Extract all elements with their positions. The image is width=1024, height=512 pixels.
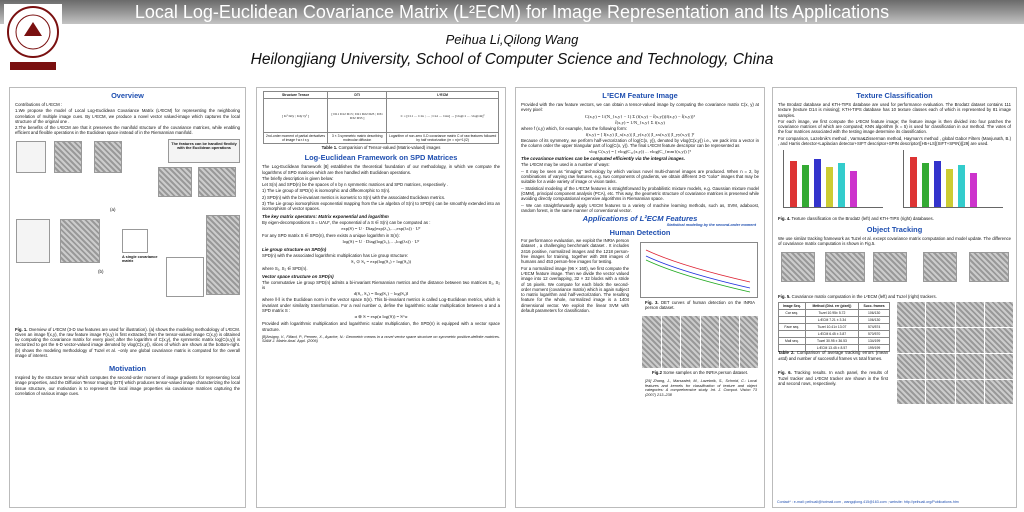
vec-p: The commutative Lie group SPD(n) admits a bi-invariant Riemannian metrics and the distance between two matrices S₁, S₂ is [262,279,500,291]
fig1-label: Fig. 1. [15,326,28,332]
texture-heading: Texture Classification [856,91,933,100]
contact-line: Contact* : e-mail: peihuali@hotmail.com , wangqilong.415@163.com ; website: http://peihuali.org/Publications.htm [777,500,959,504]
overview-text [10,102,245,136]
tex-p1: The Brodatz database and KTH-TIPS database are used for performance evaluation. The Brodatz dataset contains 111 texture (texture D14 is missing); KTH-TIPS database has 10 texture classes each of which is represented by 81 image samples. [778,102,1011,118]
fig6-text: Tracking results. In each panel, the results of Tuzel tracker and L²ECM tracker are shown in the first and second rows, respectively. [778,370,888,386]
human-detection-block [516,238,764,398]
feature-heading: L²ECM Feature Image [602,91,678,100]
feature-image-b [60,219,100,263]
eq-dist: d(S₁, S₂) = ‖log(S₁) − log(S₂)‖ [353,291,409,297]
input-image [16,141,46,173]
comparison-table: Structure Tensor DTI L²ECM [ Ix² IxIy ; IxIy Iy² ] [ D11 D12 D13 ; D21 D22 D23 ; D31 D32 D33 ] C = [C11 … C1n ; … ; Cn1 … Cnn] → [vlogC1 … vlogCm]ᵀ 2nd-order moment of partial derivatives of image f w.r.t x,y 3 × 3 symmetric matrix describing molecular diffusion Logarithm of non-zero 0-D covariance matrix C of raw features followed by half vectorization (m = n(n+1)/2) [263,91,499,144]
fig5-label: Fig. 5. [778,294,791,300]
tracking-heading: Object Tracking [866,224,923,234]
motivation-heading: Motivation [109,364,146,373]
fig4-label: Fig. 4. [778,216,791,222]
t2-h2: Method (Dist. err (pixel)) [805,303,859,310]
tbl-head-1: Structure Tensor [264,92,328,99]
input-image-b [16,219,50,263]
tbl1-text: Comparision of Tensor-valued (Matrix-valued) images [338,145,441,150]
feat-p1: Provided with the raw feature vectors, we can obtain a tensor-valued image by computing the covariance matrix C(x, y) at every pixel: [521,102,759,113]
applications-note: Statistical modeling by the second-order moment [666,223,756,228]
fw-p4: 1) The Lie group of SPD(n) is isomorphic and diffeomorphic to S(n). [262,188,391,194]
tbl-head-3: L²ECM [387,92,499,99]
table-row: Car seq. Tuzel 10.95± 5.72 106/130 [779,310,890,317]
fig4-text: Texture classification on the Brodatz (left) and KTH-TIPS (right) databases. [791,216,934,222]
feature-column [515,87,765,508]
lie-heading: Lie group structure on SPD(n) [262,247,327,253]
fig-3-caption [640,300,760,310]
figure-1-caption [10,327,245,358]
fig-b-label: (b) [98,268,104,274]
motivation-text: Inspired by the structure tensor which computes the second-order moment of image gradients for representing local image properties, and the Diffusion Tensor Imaging (DTI) which produces tensor-valued image characterizing the local tissue structure, our motivation is to represent the local image properties via covariance matrices capturing the correlation of various image cues. [15,375,240,396]
ops-p1: By eigen-decompositions S = UΛUᵀ, the exponential of a S ∈ S(n) can be computed as : [262,219,431,225]
table-row: L²ECM 6.45 ± 3.87 570/570 [779,331,890,338]
vec-p3: Provided with logarithmic multiplication and logarithmic scalar multiplication, the SPD(n) is equipped with a vector space structure. [262,321,500,332]
kth-tips-chart [903,150,1003,208]
fig3-text: DET curves of human detection on the INRIA person dataset. [645,300,755,311]
fig-5-caption [773,294,1016,299]
feat-p7: -- We can straightforwardly apply L²ECM features to a variety of machine learning methods, such as, SVM, adaboost, random forest, in the same manner of conventional vector. [521,202,759,213]
contribution-2: 2.The benefits of the L²ECM are that it preserves the manifold structure of the covariance matrices, while enabling efficient and flexible operations in the Euclidean space instead of in the Riemannian manifold. [15,125,240,136]
texture-bar-charts [773,148,1016,214]
single-matrix [122,229,148,253]
vlog-slices [206,215,240,295]
vector-heading: Vector space structure on SPD(n) [262,273,334,279]
eq-lie: S₁ ⊙ S₂ = exp(log(S₁) + log(S₂)) [350,259,412,265]
table-row: L²ECM 7.21 ± 3.34 106/130 [779,317,890,324]
table-1-caption [257,145,505,150]
euclidean-note: The features can be handled flexibly with the Euclidean operations [168,139,240,163]
fw-p5: 2) SPD(n) with the bi-invariant metrics is isometric to S(n) with the associated Euclidean metrics. [262,194,446,200]
fw-p1: The Log-Euclidean framework [8] establishes the theoretical foundation of our methodology, in which we compute the logarithms of SPD matrices which are then handled with Euclidean operations. [262,164,500,175]
single-matrix-label: A single covariance matrix [122,254,158,263]
tracking-text: We use similar tracking framework as Tuzel et al. except covariance matrix computation and model update. The difference of covariance matrix computation is shown in Fig.5. [778,235,1011,246]
brodatz-chart [783,150,883,208]
eq-mean: f̄(x,y) = 1/N_{x,y} Σ f(x,y) [615,119,665,125]
fig-a-label: (a) [110,206,116,212]
poster-header [0,0,1024,82]
eq-cov: C(x,y) = 1/(N_{x,y} − 1) Σ (f(x,y) − f̄(x,y))(f(x,y) − f̄(x,y))ᵀ [584,113,696,119]
framework-heading: Log-Euclidean Framework on SPD Matrices [304,153,458,163]
poster-title: Local Log-Euclidean Covariance Matrix (L²ECM) for Image Representation and Its Applications [134,2,890,22]
human-detection-heading: Human Detection [609,228,671,238]
fig-2-caption [640,370,760,375]
lie-p: SPD(n) with the associated logarithmic multiplication has Lie group structure: [262,253,409,259]
fw-p2: The briefly description is given below: [262,175,334,181]
lie-p2: where S₁, S₂ ∈ SPD(n). [262,266,308,272]
tracking-frames [897,302,1013,404]
tex-p2: For each image, we first compute the L²ECM feature image; the feature image is then divided into four patches the covariance matrices of which are computed; KNN algorithm (k = 5) is used for classification in our method. The votes of the four matrices associated with the testing image determine its classification. [778,118,1011,135]
feat-uses [516,162,764,213]
fig-4-caption [773,216,1016,221]
tracking-table [778,302,890,352]
feat-p3: Because of its symmetry, we perform half-vectorization of log(C(x, y)), denoted by vlog(C(x,y)) i.e., we pack into a vector in the column order the upper triangular part of log(C(x, y)). The final L²ECM feature descriptor can be represented as [521,137,759,149]
fig1-text: Overview of L²ECM (3-D raw features are used for illustration). (a) shows the modeling methodology of L²ECM. Given an image f(x,y), the raw feature image F(x,y) is first extracted; then the tensor-valued image C(x,y) is obtained by computing the covariance matrix for every pixel; after the logarithm of C(x,y), the symmetric matrix log(C(x,y)) is vectorized to get the 6-D vector-valued image denoted by vlog(C(x,y)), slices of which are shown at the bottom-right. (b) shows the modeling methodology of Tuzel et al. −only one global covariance matrix is computed for the overall image of interest. [15,326,241,358]
tex-p3: For comparison, Lazebnik's method , Varma&Zisserman method, Hayman's method , global Gabor Filters (Manjunath, B.) , and Harris detector+Laplacian detector+SIFT descriptor+SPIN descriptor([H5+LS](SIFT+SPIN))[29] are used. [778,135,1011,147]
fw-p6: 3) The Lie group isomorphism exponential mapping from the Lie algebra of S(n) to SPD(n) can be smoothly extended into an isomorphism of vector spaces. [262,200,500,212]
eq-scalar: α ⊛ S = exp(α log(S)) = S^α [354,314,408,320]
fig-6-caption [773,370,893,386]
eq-log: log(S) = U · Diag(log(λ₁),…,log(λₙ)) · Uᵀ [342,239,420,245]
tbl-head-2: DTI [328,92,387,99]
eq-vlog: vlog C(x,y) = [ vlog(C₁₁(x,y)) ... vlog(C_{mm}(x,y)) ]ᵀ [588,149,692,155]
feat-p4: The L²ECM may be used in a number of ways: [521,162,610,168]
integral-note: The covariance matrices can be computed efficiently via the integral images. [521,156,685,162]
table-row: Face seq. Tuzel 10.41± 13.07 574/574 [779,324,890,331]
vec-p2: where ‖·‖ is the Euclidean norm in the vector space S(n). This bi-invariant metrics is called Log-Euclidean metrics, which is invariant under similarity transformation. For a real number α, define the logarithmic scalar multiplication between α and a SPD matrix S : [262,297,500,313]
contribution-1: 1.We propose the model of Local Log-Euclidean Covariance Matrix (L²ECM) for representing the neighboring correlation of multiple image cues. By L²ECM, we produce a novel vector valued-image which captures the local structure of the original one . [15,108,240,124]
t2-h3: Succ. frames [859,303,890,310]
fig3-label: Fig. 3. [645,300,659,306]
feat-p2: where f (x,y) which, for example, has the following form: [521,125,628,131]
tracking-results [773,302,1016,406]
applications-heading: Applications of L²ECM Features [582,214,698,224]
operators-heading: The key matrix operators: Matrix exponential and logarithm [262,213,389,219]
log-image [158,167,192,197]
figure-1 [10,137,245,327]
hd-text [516,238,634,314]
tbl-r2-2: 3 × 3 symmetric matrix describing molecular diffusion [328,133,387,144]
affiliation: Heilongjiang University, School of Computer Science and Technology, China [250,51,774,68]
feat-p5: -- It may be seen as "imaging" technology by which various novel multi-channel images are produced. When n = 2, by combinations of varying raw features, e.g. two components of gradients, we obtain different 3-D "color" images that may be suitable for a wide variety of image or vision tasks. [521,168,759,185]
reference-29: [29] Zhang, J., Marszalek, M., Lazebnik, S., Schmid, C.: Local features and kernels for classification of texture and object categories: A comprehensive study. Int. J. Comput. Vision 73 (2007) 213–238 [645,379,757,397]
tbl-r2-1: 2nd-order moment of partial derivatives of image f w.r.t x,y [264,133,328,144]
fig-5-diagram [773,248,1016,292]
fw-p3: Let S(n) and SPD(n) be the spaces of n by n symmetric matrices and SPD matrices, respectively . [262,182,449,188]
det-curve-plot [640,242,758,298]
tensor-image [94,141,122,173]
raw-feature-image [54,141,82,173]
table-row: L²ECM 13.45 ± 8.57 199/199 [779,345,890,352]
ops-p2: For any SPD matrix S ∈ SPD(n), there exists a unique logarithm in S(n): [262,232,400,238]
hd-p1: For performance evaluation, we exploit the INRIA person dataset , a challenging benchmark dataset . It includes 2416 positive, normalized images and the 1218 person-free images for training, together with 288 images of humans and 453 person-free images for testing. [521,238,629,265]
texture-text [773,102,1016,146]
feat-p6: -- Statistical modeling of the L²ECM features is straightforward by probabilistic mixture models, e.g. Gaussian mixture model (GMM), principal component analysis (PCA), etc. This way, the geometric structure of covariance matrices is preserved while avoiding directly computational expensive algorithms in Riemannian space. [521,185,759,202]
contributions-title: Contributions of L²ECM : [15,102,63,107]
framework-text [257,164,505,211]
t2-text: Comparison of average tracking errors (mean ±std) and number of successful frames vs total frames. [778,350,888,361]
hd-p2: For a normalized image (96 × 160), we first compute the L²ECM feature image. Then we divide the vector valued image into 12 overlapping, 32 × 32 blocks with a stride of 16 pixels. We compute for each block the second-order moment (covariance matrix) which is again subject to matrix logarithm and half-vectorization. The resulting feature for the whole, normalized image is a 1404 dimensional vector. We exploit the linear SVM with default parameters for classification. [521,265,629,314]
tbl1-label: Table 1. [321,145,338,150]
vlog-image [198,167,236,197]
fig2-label: Fig.2 [651,370,663,376]
eq-exp: exp(S) = U · Diag(exp(λ₁),…,exp(λₙ)) · Uᵀ [341,225,421,231]
overview-column [9,87,246,508]
eq-raw: f(x,y) = [ I(x,y) |I_x(x,y)| |I_y(x,y)| |I_xx(x,y)| |I_yy(x,y)| ]ᵀ [585,131,695,137]
table-row: Mall seq. Tuzel 30.95 ± 36.53 134/199 [779,338,890,345]
tbl-r2-3: Logarithm of non-zero 0-D covariance matrix C of raw features followed by half vectorization (m = n(n+1)/2) [387,133,499,144]
fig6-label: Fig. 6. [778,370,792,376]
overview-heading: Overview [111,91,144,100]
t2-h1: Image Seq. [779,303,806,310]
reference-8: [8]Arsigny, V., Fillard, P., Pennec, X., Ayache, N.: Geometric means in a novel vector space structure on symmetric positive-definite matrices. SIAM J. Matrix Anal. Appl. (2006) [262,334,500,344]
authors: Peihua Li,Qilong Wang [445,32,579,47]
framework-column [256,87,506,508]
fig2-text: Some samples on the INRIA person dataset. [663,370,749,376]
table-2-caption [773,350,893,360]
person-samples [642,316,758,368]
fig5-text: Covariance matrix computation in the L²ECM (left) and Tuzel (right) trackers. [791,294,937,300]
vlog-vector [166,257,204,297]
t2-label: Table 2. [778,350,795,356]
applications-column [772,87,1017,508]
